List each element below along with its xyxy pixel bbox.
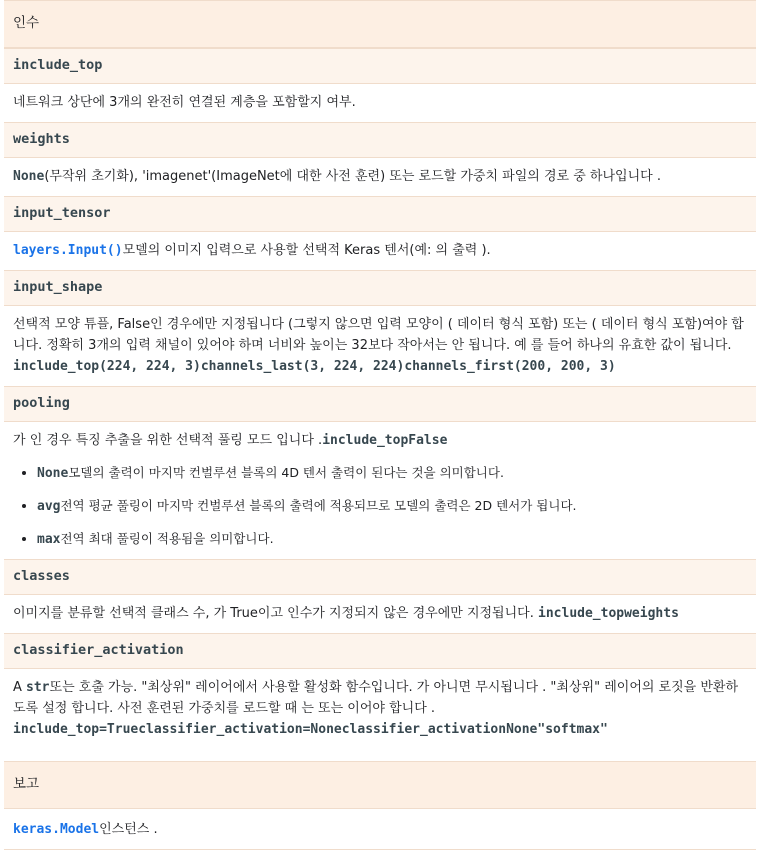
classifier-activation-prefix: A bbox=[13, 680, 27, 695]
input-shape-text: 선택적 모양 튜플, False인 경우에만 지정됩니다 (그렇지 않으면 입력 모양이 ( 데이터 형식 포함) 또는 ( 데이터 형식 포함)여야 합니다. 정확히 3개의 입력 채널이 있어야 하며 너비와 높이는 32보다 작아서는 안 됩니다. 예 를 들어 하나의 유효한 값이 됩니다. bbox=[13, 317, 744, 353]
param-weights: weights bbox=[4, 122, 756, 158]
pooling-option bbox=[37, 528, 747, 550]
classifier-activation-code: include_top=Trueclassifier_activation=Noneclassifier_activationNone"softmax" bbox=[13, 722, 608, 737]
returns-header: 보고 bbox=[4, 761, 756, 809]
pooling-option-code: None bbox=[37, 466, 69, 481]
weights-text: (무작위 초기화), 'imagenet'(ImageNet에 대한 사전 훈련) 또는 로드할 가중치 파일의 경로 중 하나입니다 . bbox=[44, 169, 661, 184]
keras-model-link[interactable]: keras.Model bbox=[13, 822, 100, 837]
include-top-text: 네트워크 상단에 3개의 완전히 연결된 계층을 포함할지 여부. bbox=[13, 95, 356, 110]
classifier-activation-text: 또는 호출 가능. "최상위" 레이어에서 사용할 활성화 함수입니다. 가 아니면 무시됩니다 . "최상위" 레이어의 로짓을 반환하도록 설정 합니다. 사전 훈련된 가중치를 로드할 때 는 또는 이어야 합니다 . bbox=[13, 680, 739, 716]
param-include-top: include_top bbox=[4, 48, 756, 84]
returns-description bbox=[4, 809, 756, 849]
input-shape-code: include_top(224, 224, 3)channels_last(3, 224, 224)channels_first(200, 200, 3) bbox=[13, 359, 616, 374]
param-pooling: pooling bbox=[4, 386, 756, 422]
api-reference bbox=[4, 0, 756, 850]
pooling-options-list bbox=[13, 462, 747, 550]
pooling-option bbox=[37, 462, 747, 484]
pooling-option-text: 전역 평균 풀링이 마지막 컨벌루션 블록의 출력에 적용되므로 모델의 출력은 2D 텐서가 됩니다. bbox=[60, 498, 577, 513]
input-tensor-description bbox=[4, 232, 756, 270]
include-top-description bbox=[4, 84, 756, 122]
classifier-activation-description bbox=[4, 669, 756, 749]
param-classifier-activation: classifier_activation bbox=[4, 633, 756, 669]
arguments-header: 인수 bbox=[4, 0, 756, 48]
classifier-activation-str-code: str bbox=[26, 680, 50, 695]
weights-description bbox=[4, 158, 756, 196]
input-tensor-text: 모델의 이미지 입력으로 사용할 선택적 Keras 텐서(예: 의 출력 ). bbox=[122, 243, 491, 258]
returns-text: 인스턴스 . bbox=[99, 822, 158, 837]
pooling-option-code: avg bbox=[37, 499, 61, 514]
classes-code: include_topweights bbox=[538, 606, 679, 621]
pooling-option-text: 전역 최대 풀링이 적용됨을 의미합니다. bbox=[60, 531, 274, 546]
pooling-code: include_topFalse bbox=[322, 433, 448, 448]
pooling-option-text: 모델의 출력이 마지막 컨벌루션 블록의 4D 텐서 출력이 된다는 것을 의미합니다. bbox=[68, 465, 504, 480]
pooling-text: 가 인 경우 특징 추출을 위한 선택적 풀링 모드 입니다 . bbox=[13, 433, 323, 448]
param-input-tensor: input_tensor bbox=[4, 196, 756, 232]
param-input-shape: input_shape bbox=[4, 270, 756, 306]
pooling-option bbox=[37, 495, 747, 517]
classes-description bbox=[4, 595, 756, 633]
weights-none-code: None bbox=[13, 169, 45, 184]
pooling-option-code: max bbox=[37, 532, 61, 547]
param-classes: classes bbox=[4, 559, 756, 595]
input-shape-description bbox=[4, 306, 756, 386]
classes-text: 이미지를 분류할 선택적 클래스 수, 가 True이고 인수가 지정되지 않은 경우에만 지정됩니다. bbox=[13, 606, 534, 621]
pooling-description bbox=[4, 422, 756, 559]
layers-input-link[interactable]: layers.Input() bbox=[13, 243, 123, 258]
